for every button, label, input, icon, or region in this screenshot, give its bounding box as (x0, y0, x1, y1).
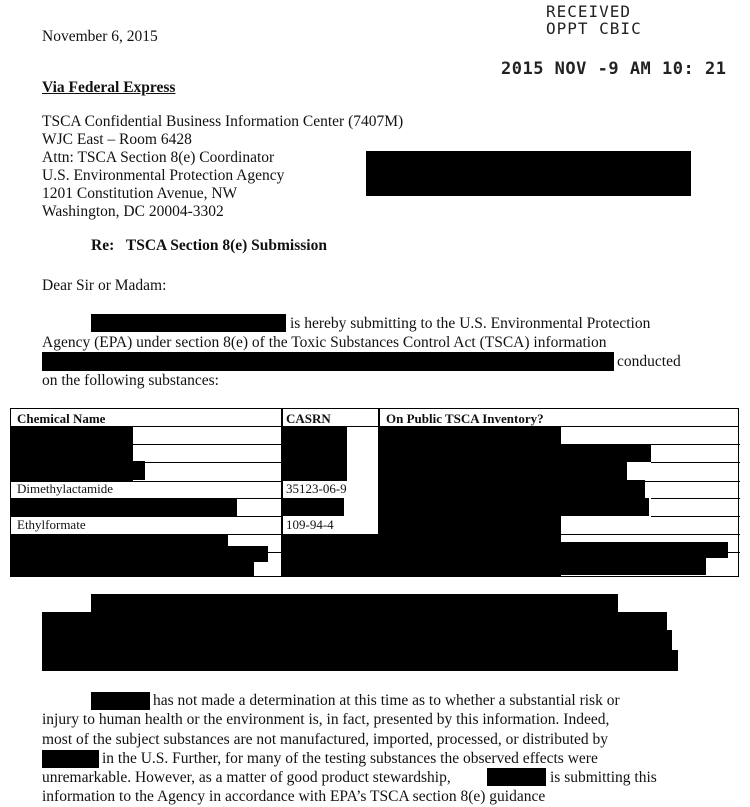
redaction (42, 650, 678, 671)
closing-line-4: in the U.S. Further, for many of the testing substances the observed effects were (102, 750, 598, 767)
re-subject: TSCA Section 8(e) Submission (125, 237, 327, 254)
address-line: WJC East – Room 6428 (42, 131, 192, 148)
recipient-address (42, 113, 403, 221)
closing-line-5b: is submitting this (550, 769, 657, 786)
stamp-date: 2015 NOV -9 AM 10: 21 (501, 59, 727, 79)
closing-line-2: injury to human health or the environment is, in fact, presented by this information. Indeed, (42, 711, 610, 728)
casrn-cell: 109-94-4 (286, 517, 334, 532)
redaction (379, 557, 706, 575)
substances-table (10, 408, 739, 577)
letter-date: November 6, 2015 (42, 28, 158, 45)
redaction (379, 444, 651, 462)
closing-line-5a: unremarkable. However, as a matter of good product stewardship, (42, 769, 451, 786)
intro-line-3: conducted (617, 353, 681, 370)
salutation: Dear Sir or Madam: (42, 277, 167, 294)
address-line: TSCA Confidential Business Information Center (7407M) (42, 113, 404, 130)
redaction (379, 498, 649, 516)
redaction (379, 480, 645, 498)
redaction (282, 498, 344, 516)
received-stamp (546, 3, 642, 37)
header-casrn: CASRN (286, 411, 331, 426)
re-label: Re: (91, 237, 115, 254)
redaction (282, 427, 347, 481)
intro-line-2: Agency (EPA) under section 8(e) of the Toxic Substances Control Act (TSCA) information (42, 334, 607, 351)
closing-line-1: has not made a determination at this time as to whether a substantial risk or (153, 692, 620, 709)
redaction (11, 461, 145, 480)
redaction (42, 630, 672, 652)
closing-line-3: most of the subject substances are not manufactured, imported, processed, or distributed by (42, 731, 609, 748)
stamp-office: OPPT CBIC (546, 19, 642, 38)
intro-line-1: is hereby submitting to the U.S. Environmental Protection (290, 315, 651, 332)
delivery-method: Via Federal Express (42, 79, 176, 96)
redaction (11, 559, 254, 577)
address-line: 1201 Constitution Avenue, NW (42, 185, 238, 202)
redaction (42, 352, 614, 371)
redaction (379, 542, 728, 558)
redaction (487, 768, 546, 786)
redaction (91, 692, 150, 710)
stamp-received: RECEIVED (546, 2, 632, 21)
redaction (11, 498, 237, 516)
redaction (282, 534, 378, 577)
header-inventory: On Public TSCA Inventory? (386, 411, 544, 426)
header-chemical-name: Chemical Name (17, 411, 106, 426)
redaction (42, 750, 99, 768)
redaction (366, 151, 691, 196)
chemical-name-cell: Dimethylactamide (17, 481, 114, 496)
casrn-cell: 35123-06-9 (286, 481, 347, 496)
chemical-name-cell: Ethylformate (17, 517, 86, 532)
address-line: Attn: TSCA Section 8(e) Coordinator (42, 149, 275, 166)
redaction (379, 462, 627, 481)
intro-line-4: on the following substances: (42, 372, 219, 389)
closing-line-6: information to the Agency in accordance with EPA’s TSCA section 8(e) guidance (42, 788, 546, 805)
address-line: Washington, DC 20004-3302 (42, 203, 224, 220)
address-line: U.S. Environmental Protection Agency (42, 167, 285, 184)
redaction (91, 314, 286, 332)
subject-line (91, 237, 327, 255)
